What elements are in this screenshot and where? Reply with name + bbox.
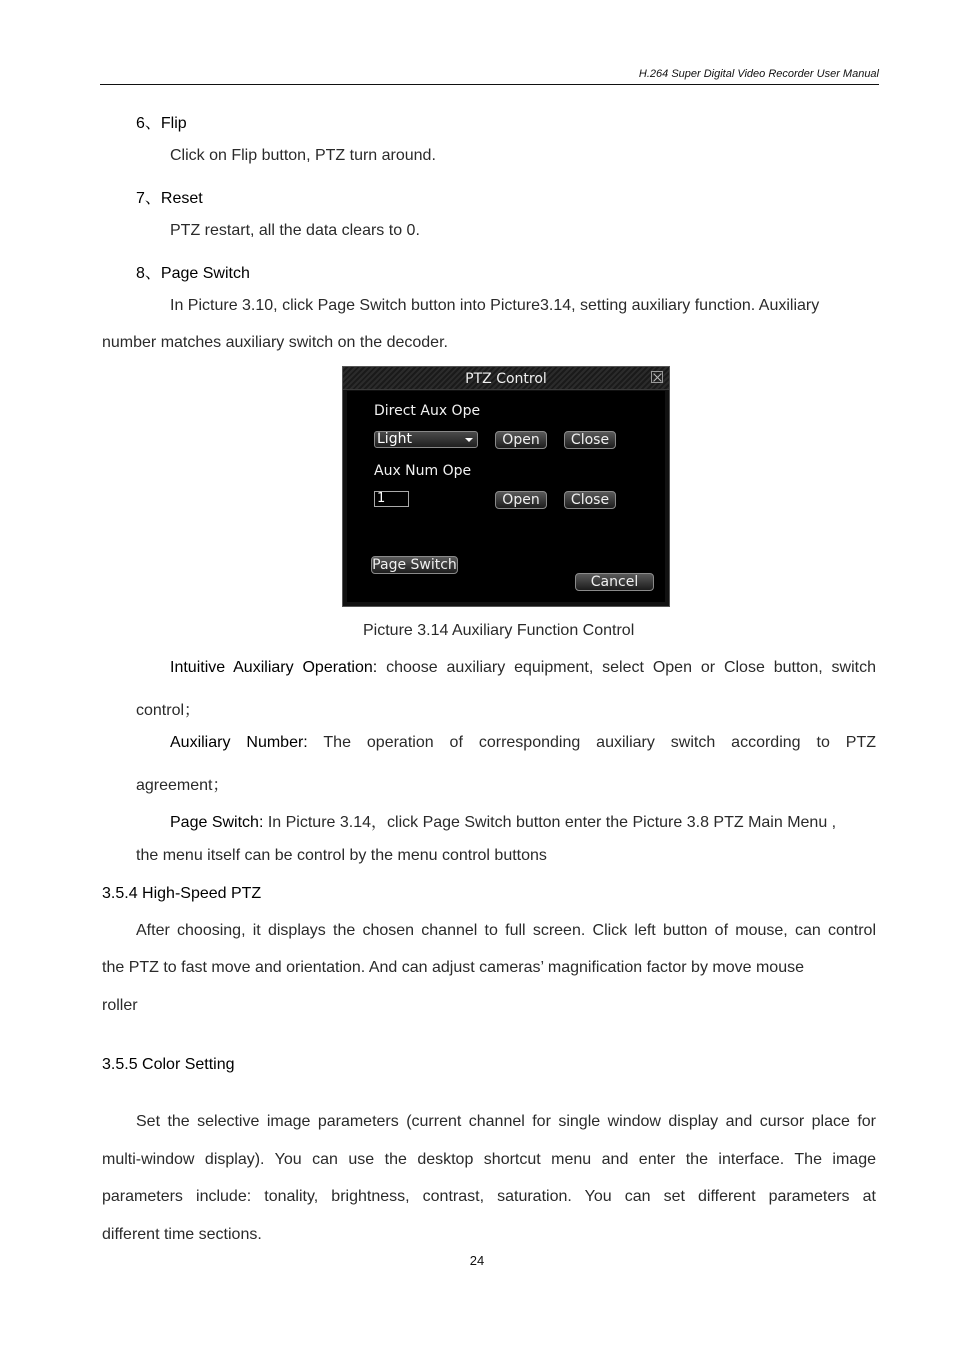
dialog-title: PTZ Control bbox=[465, 371, 547, 387]
intuitive-definition-line2: control； bbox=[136, 702, 201, 719]
page-switch-text-line2: number matches auxiliary switch on the decoder. bbox=[102, 334, 448, 351]
color-setting-line3: parameters include: tonality, brightness, contrast, saturation. You can set different parameters at bbox=[102, 1188, 876, 1205]
page-header-title: H.264 Super Digital Video Recorder User Manual bbox=[638, 68, 879, 80]
color-setting-line1: Set the selective image parameters (current channel for single window display and cursor place for bbox=[136, 1113, 876, 1130]
high-speed-line1: After choosing, it displays the chosen channel to full screen. Click left button of mouse, can control bbox=[136, 922, 876, 939]
page-switch-term: Page Switch: bbox=[170, 814, 264, 831]
reset-text: PTZ restart, all the data clears to 0. bbox=[170, 222, 420, 239]
color-setting-heading: 3.5.5 Color Setting bbox=[102, 1056, 235, 1073]
header-divider bbox=[100, 84, 879, 85]
page-switch-button[interactable]: Page Switch bbox=[372, 557, 457, 573]
page-switch-text-line1: In Picture 3.10, click Page Switch button into Picture3.14, setting auxiliary function. Auxiliary bbox=[170, 297, 820, 314]
page-switch-definition-line2: the menu itself can be control by the menu control buttons bbox=[136, 847, 547, 864]
intuitive-term: Intuitive Auxiliary Operation: bbox=[170, 659, 378, 676]
aux-number-definition-line2: agreement； bbox=[136, 777, 229, 794]
aux-number-term: Auxiliary Number: bbox=[170, 734, 308, 751]
dialog-title-bar bbox=[343, 367, 669, 390]
flip-heading: 6、Flip bbox=[136, 115, 187, 132]
chevron-down-icon bbox=[465, 438, 473, 442]
direct-aux-label: Direct Aux Ope bbox=[374, 403, 481, 419]
aux-number-text: The operation of corresponding auxiliary switch according to PTZ bbox=[307, 734, 876, 751]
high-speed-ptz-heading: 3.5.4 High-Speed PTZ bbox=[102, 885, 262, 902]
direct-open-button[interactable]: Open bbox=[495, 431, 547, 449]
page-switch-heading: 8、Page Switch bbox=[136, 265, 250, 282]
intuitive-text: choose auxiliary equipment, select Open or Close button, switch bbox=[377, 659, 876, 676]
page-switch-definition-line1 bbox=[170, 809, 836, 832]
color-setting-line4: different time sections. bbox=[102, 1226, 262, 1243]
close-icon[interactable] bbox=[651, 371, 663, 383]
aux-num-label: Aux Num Ope bbox=[374, 463, 472, 479]
aux-device-select[interactable] bbox=[374, 431, 478, 448]
intuitive-definition-line1 bbox=[170, 659, 876, 677]
page-number: 24 bbox=[469, 1253, 485, 1268]
aux-num-input[interactable]: 1 bbox=[374, 491, 409, 507]
dialog-body bbox=[347, 391, 665, 602]
flip-text: Click on Flip button, PTZ turn around. bbox=[170, 147, 436, 164]
ptz-control-dialog bbox=[342, 366, 670, 607]
direct-close-button[interactable]: Close bbox=[564, 431, 616, 449]
high-speed-line3: roller bbox=[102, 997, 138, 1014]
aux-number-definition-line1 bbox=[170, 734, 876, 752]
num-close-button[interactable]: Close bbox=[564, 491, 616, 509]
num-open-button[interactable]: Open bbox=[495, 491, 547, 509]
page-switch-definition-text: In Picture 3.14，click Page Switch button enter the Picture 3.8 PTZ Main Menu , bbox=[263, 814, 837, 831]
aux-device-select-value: Light bbox=[377, 431, 412, 447]
color-setting-line2: multi-window display). You can use the desktop shortcut menu and enter the interface. The image bbox=[102, 1151, 876, 1168]
figure-caption: Picture 3.14 Auxiliary Function Control bbox=[363, 622, 635, 639]
reset-heading: 7、Reset bbox=[136, 190, 203, 207]
cancel-button[interactable]: Cancel bbox=[575, 573, 654, 591]
high-speed-line2: the PTZ to fast move and orientation. And can adjust cameras’ magnification factor by move mouse bbox=[102, 959, 804, 976]
